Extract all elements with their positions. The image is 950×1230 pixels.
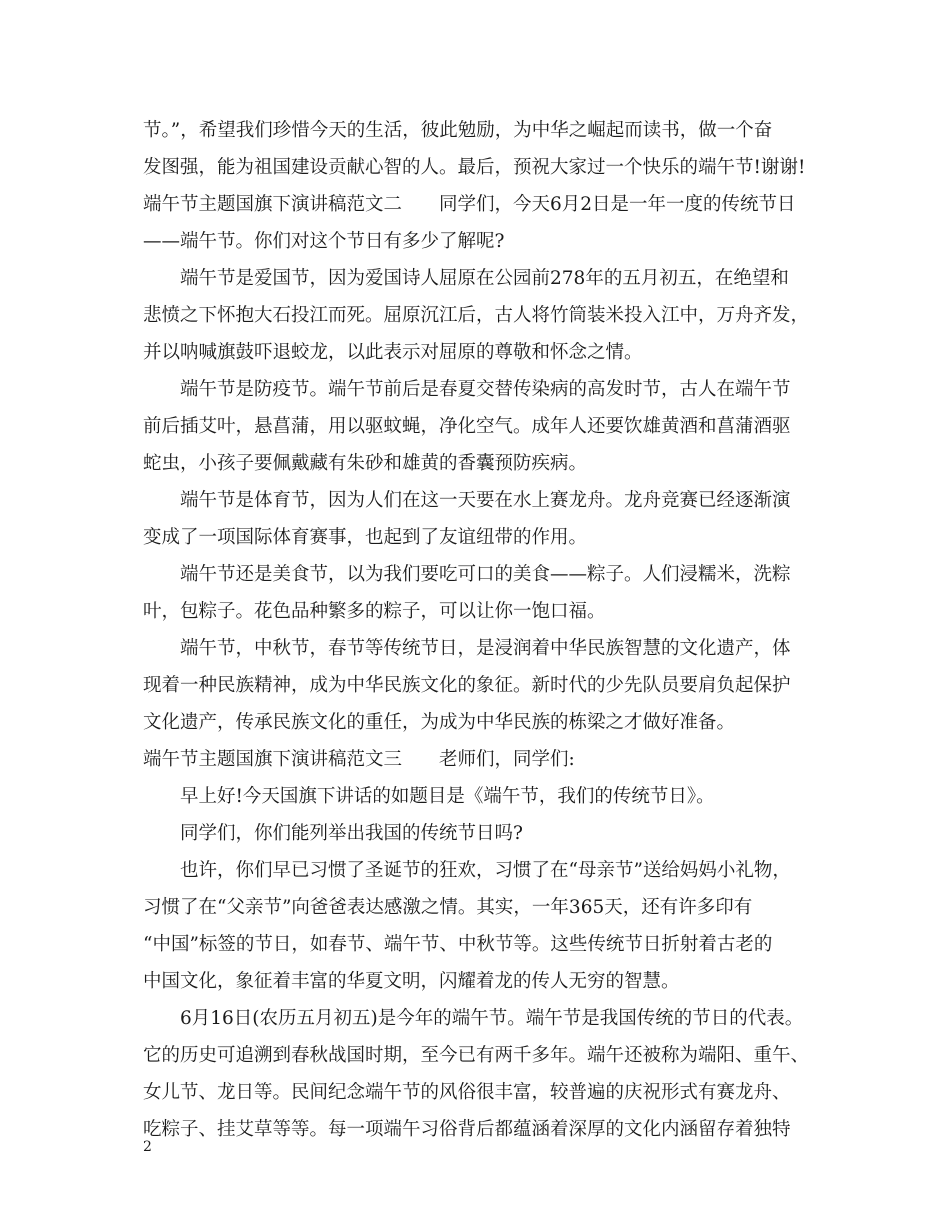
text-line: 现着一种民族精神，成为中华民族文化的象征。新时代的少先队员要肩负起保护 bbox=[143, 675, 791, 696]
text-line: 端午节主题国旗下演讲稿范文三 老师们，同学们: bbox=[143, 749, 575, 770]
text-line: 前后插艾叶，悬菖蒲，用以驱蚊蝇，净化空气。成年人还要饮雄黄酒和菖蒲酒驱 bbox=[143, 416, 791, 437]
text-line: 6月16日(农历五月初五)是今年的端午节。端午节是我国传统的节日的代表。 bbox=[180, 1008, 804, 1029]
text-line: 端午节是防疫节。端午节前后是春夏交替传染病的高发时节，古人在端午节 bbox=[180, 379, 791, 400]
text-line: 发图强，能为祖国建设贡献心智的人。最后，预祝大家过一个快乐的端午节!谢谢! bbox=[143, 157, 806, 178]
text-line: “中国”标签的节日，如春节、端午节、中秋节等。这些传统节日折射着古老的 bbox=[143, 934, 773, 955]
text-line: 叶，包粽子。花色品种繁多的粽子，可以让你一饱口福。 bbox=[143, 601, 606, 622]
text-line: 也许，你们早已习惯了圣诞节的狂欢，习惯了在“母亲节”送给妈妈小礼物， bbox=[180, 860, 791, 881]
text-line: 文化遗产，传承民族文化的重任，为成为中华民族的栋梁之才做好准备。 bbox=[143, 712, 736, 733]
text-line: 并以呐喊旗鼓吓退蛟龙，以此表示对屈原的尊敬和怀念之情。 bbox=[143, 342, 643, 363]
text-line: 习惯了在“父亲节”向爸爸表达感激之情。其实，一年365天，还有许多印有 bbox=[143, 897, 753, 918]
text-line: 早上好!今天国旗下讲话的如题目是《端午节，我们的传统节日》。 bbox=[180, 786, 715, 807]
document-body bbox=[143, 112, 818, 1148]
text-line: 端午节是爱国节，因为爱国诗人屈原在公园前278年的五月初五，在绝望和 bbox=[180, 268, 789, 289]
text-line: 蛇虫，小孩子要佩戴藏有朱砂和雄黄的香囊预防疾病。 bbox=[143, 453, 588, 474]
text-line: 中国文化，象征着丰富的华夏文明，闪耀着龙的传人无穷的智慧。 bbox=[143, 971, 680, 992]
text-line: 同学们，你们能列举出我国的传统节日吗? bbox=[180, 823, 523, 844]
text-line: 它的历史可追溯到春秋战国时期，至今已有两千多年。端午还被称为端阳、重午、 bbox=[143, 1045, 810, 1066]
text-line: 女儿节、龙日等。民间纪念端午节的风俗很丰富，较普遍的庆祝形式有赛龙舟、 bbox=[143, 1082, 791, 1103]
text-line: 端午节，中秋节，春节等传统节日，是浸润着中华民族智慧的文化遗产，体 bbox=[180, 638, 791, 659]
text-line: 节。”，希望我们珍惜今天的生活，彼此勉励，为中华之崛起而读书，做一个奋 bbox=[143, 120, 773, 141]
page-number: 2 bbox=[143, 1139, 152, 1155]
text-line: 端午节主题国旗下演讲稿范文二 同学们，今天6月2日是一年一度的传统节日 bbox=[143, 194, 796, 215]
text-line: 悲愤之下怀抱大石投江而死。屈原沉江后，古人将竹筒装米投入江中，万舟齐发， bbox=[143, 305, 810, 326]
text-line: 端午节还是美食节，以为我们要吃可口的美食——粽子。人们浸糯米，洗粽 bbox=[180, 564, 791, 585]
text-line: 端午节是体育节，因为人们在这一天要在水上赛龙舟。龙舟竞赛已经逐渐演 bbox=[180, 490, 791, 511]
text-line: ——端午节。你们对这个节日有多少了解呢? bbox=[143, 231, 505, 252]
text-line: 吃粽子、挂艾草等等。每一项端午习俗背后都蕴涵着深厚的文化内涵留存着独特 bbox=[143, 1119, 791, 1140]
text-line: 变成了一项国际体育赛事，也起到了友谊纽带的作用。 bbox=[143, 527, 588, 548]
